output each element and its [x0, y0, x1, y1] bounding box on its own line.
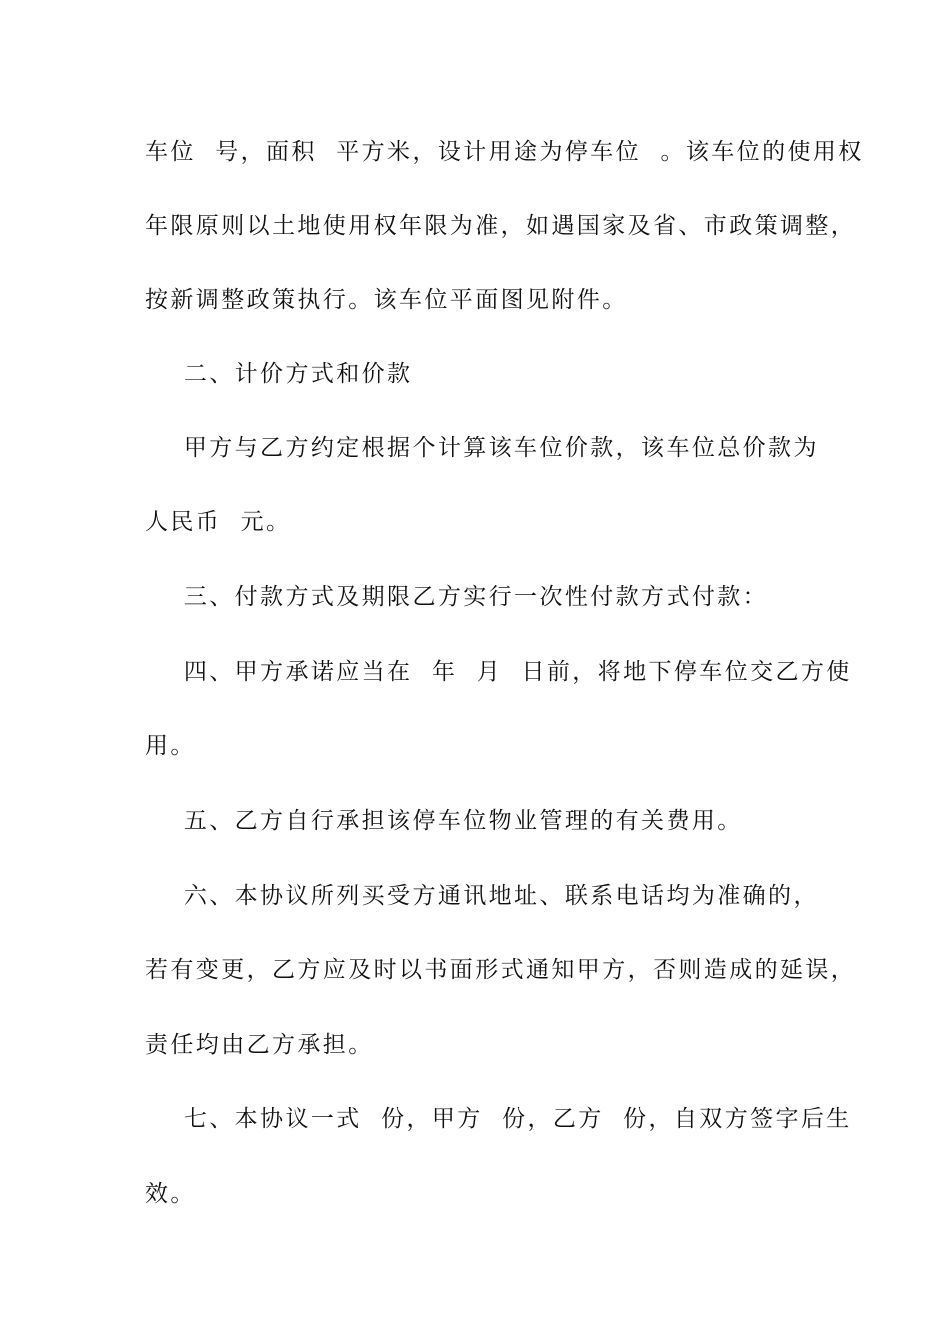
text-line: 效。 [145, 1181, 196, 1207]
text-line: 责任均由乙方承担。 [145, 1032, 374, 1058]
text-line: 六、本协议所列买受方通讯地址、联系电话均为准确的， [145, 883, 819, 909]
text-line: 车位 号，面积 平方米，设计用途为停车位 。该车位的使用权 [145, 139, 864, 165]
text-line: 四、甲方承诺应当在 年 月 日前，将地下停车位交乙方使 [145, 659, 852, 685]
text-line: 按新调整政策执行。该车位平面图见附件。 [145, 287, 628, 313]
text-line: 人民币 元。 [145, 509, 292, 535]
text-line: 甲方与乙方约定根据个计算该车位价款，该车位总价款为 [145, 435, 819, 461]
text-line: 七、本协议一式 份，甲方 份，乙方 份，自双方签字后生 [145, 1106, 852, 1132]
section-heading: 二、计价方式和价款 [145, 361, 413, 387]
text-line: 用。 [145, 733, 196, 759]
text-line: 五、乙方自行承担该停车位物业管理的有关费用。 [145, 808, 743, 834]
text-line: 年限原则以土地使用权年限为准，如遇国家及省、市政策调整， [145, 213, 857, 239]
text-line: 三、付款方式及期限乙方实行一次性付款方式付款： [145, 584, 769, 610]
text-line: 若有变更，乙方应及时以书面形式通知甲方，否则造成的延误， [145, 957, 857, 983]
